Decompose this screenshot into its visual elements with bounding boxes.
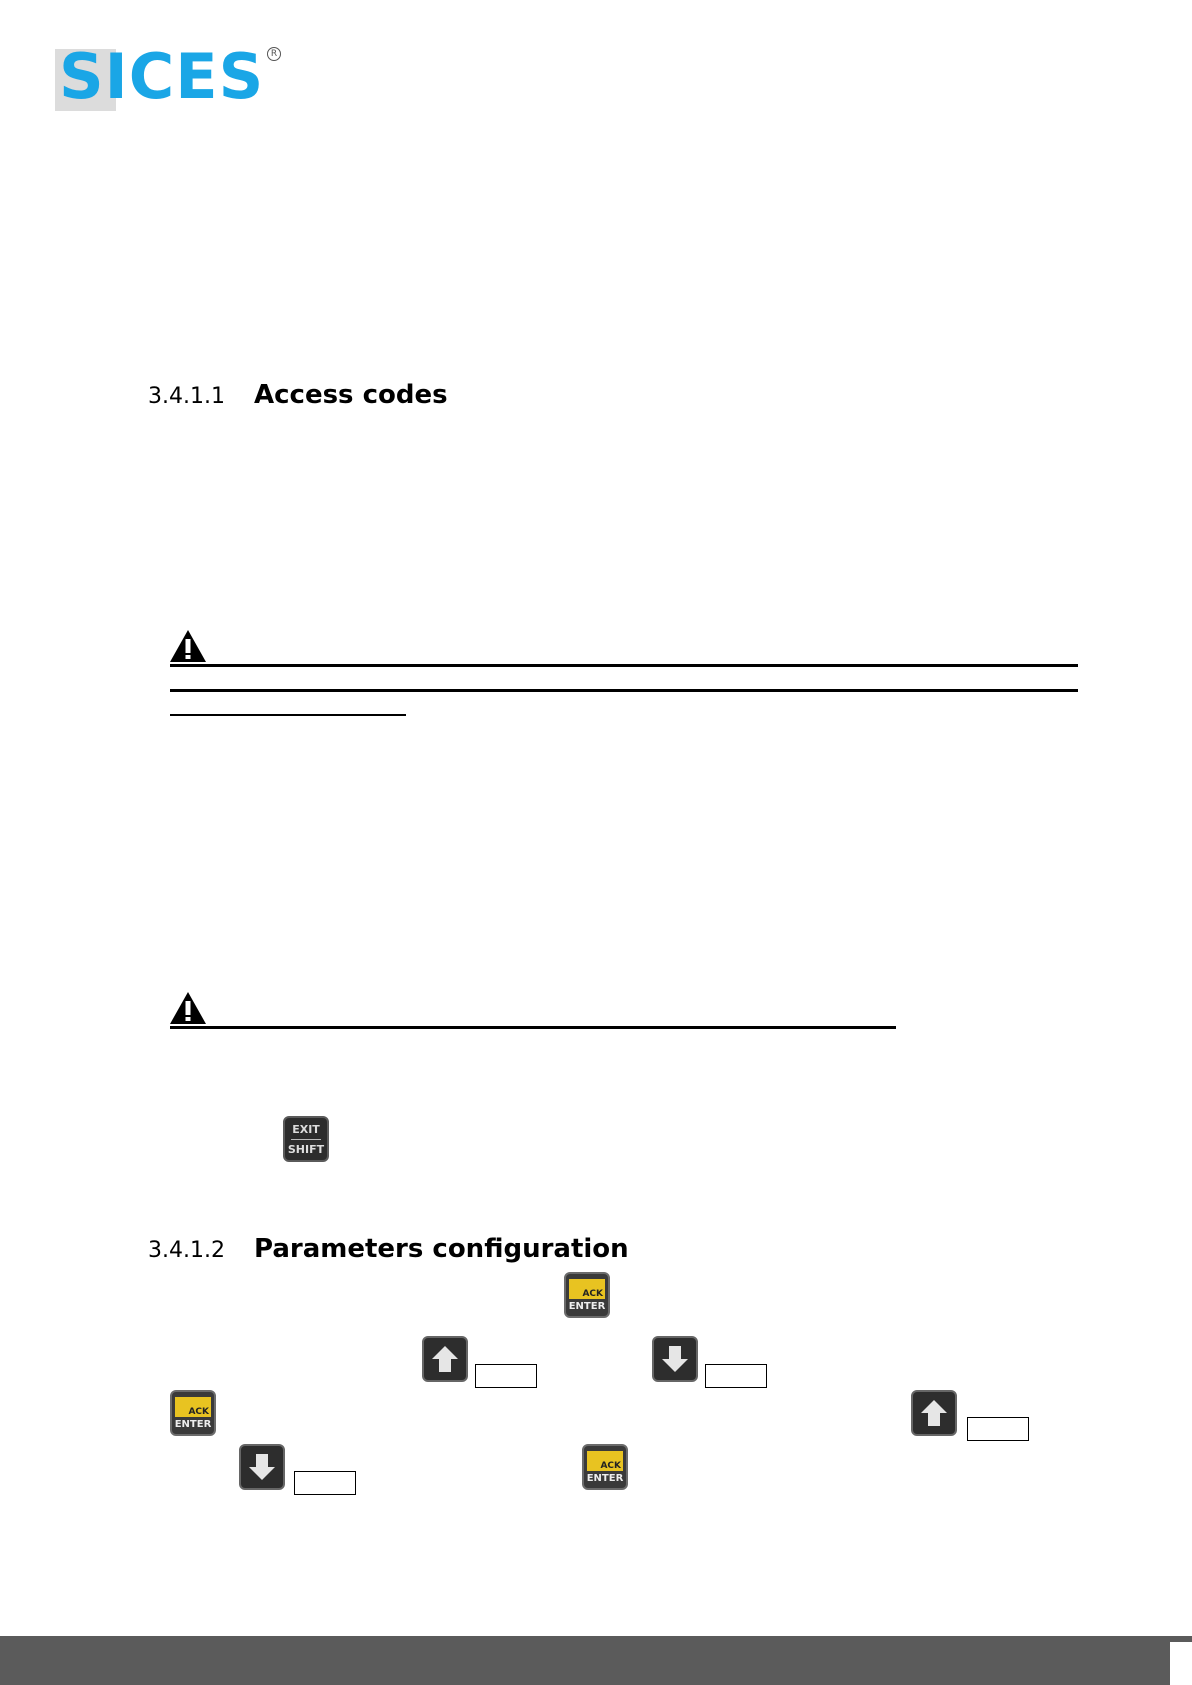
key-placeholder-box — [475, 1364, 537, 1388]
exit-label: EXIT — [292, 1122, 320, 1136]
warning-triangle-icon — [168, 628, 208, 664]
section-heading-access-codes — [148, 380, 748, 416]
key-divider — [291, 1139, 321, 1140]
arrow-up-key — [911, 1390, 957, 1436]
ack-enter-key — [582, 1444, 628, 1490]
enter-label: ENTER — [586, 1472, 624, 1484]
arrow-up-icon — [918, 1397, 950, 1429]
section-title: Parameters configuration — [254, 1234, 629, 1264]
logo-text: SICES — [59, 40, 265, 113]
warning-triangle-icon — [168, 990, 208, 1026]
arrow-down-icon — [246, 1451, 278, 1483]
warning-rule-middle — [170, 689, 1078, 692]
warning-rule-top — [170, 664, 1078, 667]
section-title: Access codes — [254, 380, 448, 410]
ack-label: ACK — [175, 1397, 211, 1417]
footer-bar — [0, 1636, 1192, 1685]
key-placeholder-box — [967, 1417, 1029, 1441]
arrow-up-icon — [429, 1343, 461, 1375]
registered-mark: R — [267, 47, 281, 61]
section-heading-parameters-configuration — [148, 1234, 848, 1270]
warning-rule-short — [170, 714, 406, 716]
sices-logo — [55, 40, 285, 113]
key-placeholder-box — [294, 1471, 356, 1495]
arrow-down-key — [239, 1444, 285, 1490]
enter-label: ENTER — [568, 1300, 606, 1312]
enter-label: ENTER — [174, 1418, 212, 1430]
section-number: 3.4.1.1 — [148, 384, 225, 409]
ack-enter-key — [170, 1390, 216, 1436]
ack-label: ACK — [569, 1279, 605, 1299]
arrow-down-key — [652, 1336, 698, 1382]
ack-enter-key — [564, 1272, 610, 1318]
exit-shift-key — [283, 1116, 329, 1162]
key-placeholder-box — [705, 1364, 767, 1388]
shift-label: SHIFT — [287, 1142, 325, 1156]
page-number-tab — [1170, 1642, 1192, 1685]
arrow-up-key — [422, 1336, 468, 1382]
arrow-down-icon — [659, 1343, 691, 1375]
ack-label: ACK — [587, 1451, 623, 1471]
warning-rule — [170, 1026, 896, 1029]
section-number: 3.4.1.2 — [148, 1238, 225, 1263]
